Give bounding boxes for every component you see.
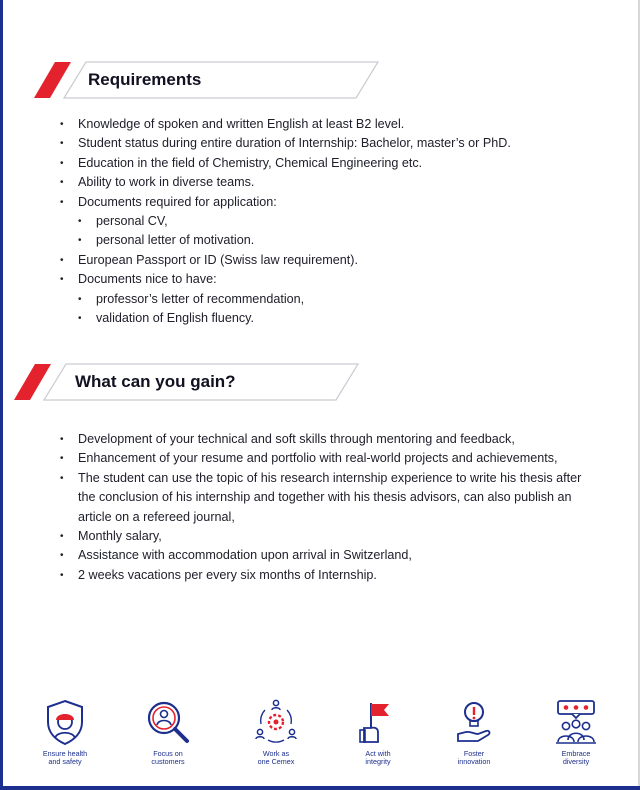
gain-list (60, 430, 600, 585)
hand-lightbulb-icon (450, 698, 498, 746)
hand-flag-icon (354, 698, 402, 746)
list-item: • Education in the field of Chemistry, Chemical Engineering etc. (60, 154, 600, 173)
gain-title: What can you gain? (75, 372, 236, 391)
requirements-list (60, 115, 600, 328)
group-speech-bubble-icon (552, 698, 600, 746)
red-accent-slash (34, 62, 71, 98)
value-label: Embrace diversity (561, 749, 591, 766)
list-item: • Knowledge of spoken and written English at least B2 level. (60, 115, 600, 134)
requirements-header (34, 60, 380, 100)
value-integrity (338, 698, 418, 766)
team-gear-icon (252, 698, 300, 746)
value-innovation (434, 698, 514, 766)
page-left-border (0, 0, 3, 790)
gain-header (14, 362, 360, 402)
list-item: • Enhancement of your resume and portfolio with real-world projects and achievements, (60, 449, 600, 468)
list-item: • European Passport or ID (Swiss law requirement). (60, 251, 600, 270)
requirements-title: Requirements (88, 70, 202, 89)
value-diversity (536, 698, 616, 766)
list-item: • 2 weeks vacations per every six months of Internship. (60, 566, 600, 585)
sub-list-item: • validation of English fluency. (78, 309, 600, 328)
list-item: • Assistance with accommodation upon arrival in Switzerland, (60, 546, 600, 565)
helmet-shield-icon (41, 698, 89, 746)
red-accent-slash (14, 364, 51, 400)
list-item: • Ability to work in diverse teams. (60, 173, 600, 192)
sub-list-item: • professor’s letter of recommendation, (78, 290, 600, 309)
magnifier-person-icon (144, 698, 192, 746)
value-one-cemex (236, 698, 316, 766)
company-values-row (0, 698, 640, 778)
value-label: Act with integrity (365, 749, 391, 766)
list-item: • Development of your technical and soft skills through mentoring and feedback, (60, 430, 600, 449)
list-item: • Student status during entire duration of Internship: Bachelor, master’s or PhD. (60, 134, 600, 153)
list-item: • The student can use the topic of his research internship experience to write his thesis after the conclusion of his internship and together with his thesis advisors, can also publish an article on a refereed journal, (60, 469, 600, 527)
sub-list-item: • personal letter of motivation. (78, 231, 600, 250)
value-focus-customers (128, 698, 208, 766)
sub-list-item: • personal CV, (78, 212, 600, 231)
value-label: Ensure health and safety (42, 749, 88, 766)
value-health-safety (25, 698, 105, 766)
page-bottom-border (0, 786, 640, 790)
list-item: • Monthly salary, (60, 527, 600, 546)
value-label: Focus on customers (151, 749, 185, 766)
section-header-graphic (34, 60, 380, 100)
value-label: Foster innovation (457, 749, 491, 766)
list-item: • Documents required for application: (60, 193, 600, 212)
value-label: Work as one Cemex (257, 749, 295, 766)
list-item: • Documents nice to have: (60, 270, 600, 289)
